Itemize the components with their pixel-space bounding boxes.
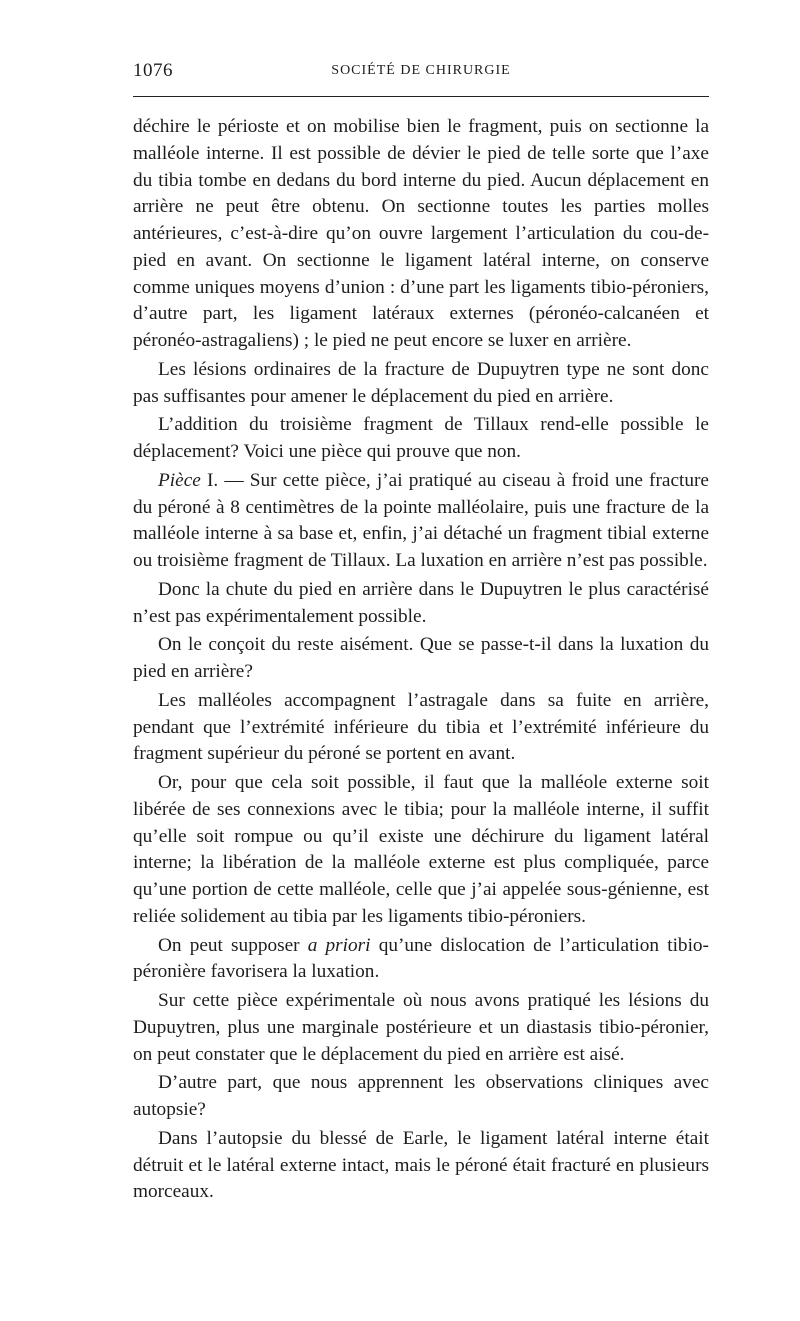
paragraph-text: Donc la chute du pied en arrière dans le Dupuytren le plus caractérisé n’est pas expérimentalement possible. xyxy=(133,578,709,627)
paragraph xyxy=(133,468,709,575)
body-text xyxy=(133,114,709,1206)
paragraph-text: D’autre part, que nous apprennent les observations cliniques avec autopsie? xyxy=(133,1072,709,1120)
paragraph xyxy=(133,1126,709,1206)
header-rule xyxy=(133,96,709,97)
paragraph xyxy=(133,933,709,987)
paragraph xyxy=(133,577,709,631)
paragraph xyxy=(133,688,709,768)
paragraph-text: On le conçoit du reste aisément. Que se passe-t-il dans la luxation du pied en arrière? xyxy=(133,634,709,682)
paragraph xyxy=(133,988,709,1068)
paragraph-text: Sur cette pièce expérimentale où nous avons pratiqué les lésions du Dupuytren, plus une marginale postérieure et un diastasis tibio-péronier, on peut constater que le déplacement du pied en arrière est aisé. xyxy=(133,990,709,1065)
paragraph xyxy=(133,770,709,931)
paragraph-text: L’addition du troisième fragment de Tillaux rend-elle possible le déplacement? Voici une pièce qui prouve que non. xyxy=(133,414,709,462)
paragraph-text: qu’une dislocation de l’articulation tibio-péronière favorisera la luxation. xyxy=(133,934,709,983)
running-head: SOCIÉTÉ DE CHIRURGIE xyxy=(331,63,511,78)
paragraph-text: Dans l’autopsie du blessé de Earle, le ligament latéral interne était détruit et le latéral externe intact, mais le péroné était fracturé en plusieurs morceaux. xyxy=(133,1127,709,1203)
paragraph-text-before: On peut supposer xyxy=(158,934,308,956)
paragraph-text: Les lésions ordinaires de la fracture de Dupuytren type ne sont donc pas suffisantes pour amener le déplacement du pied en arrière. xyxy=(133,358,709,407)
paragraph xyxy=(133,357,709,411)
paragraph xyxy=(133,632,709,686)
paragraph xyxy=(133,114,709,355)
paragraph-text: Les malléoles accompagnent l’astragale dans sa fuite en arrière, pendant que l’extrémité inférieure du tibia et l’extrémité inférieure du fragment supérieur du péroné se portent en avant. xyxy=(133,689,709,765)
paragraph-text: Or, pour que cela soit possible, il faut que la malléole externe soit libérée de ses connexions avec le tibia; pour la malléole interne, il suffit qu’elle soit rompue ou qu’il existe une déchirure du ligament latéral interne; la libération de la malléole externe est plus compliquée, parce qu’une portion de cette malléole, celle que j’ai appelée sous-génienne, est reliée solidement au tibia par les ligaments tibio-péroniers. xyxy=(133,772,709,927)
paragraph xyxy=(133,412,709,466)
italic-phrase: a priori xyxy=(307,934,371,956)
paragraph-text: déchire le périoste et on mobilise bien le fragment, puis on sectionne la malléole interne. Il est possible de dévier le pied de telle sorte que l’axe du tibia tombe en dedans du bord interne du pied. Aucun déplacement en arrière ne peut être obtenu. On sectionne toutes les parties molles antérieures, c’est-à-dire qu’on ouvre largement l’articulation du cou-de-pied en avant. On sectionne le ligament latéral interne, on conserve comme uniques moyens d’union : d’une part les ligaments tibio-péroniers, d’autre part, les ligament latéraux externes (péronéo-calcanéen et péronéo-astragaliens) ; le pied ne peut encore se luxer en arrière. xyxy=(133,116,709,351)
paragraph xyxy=(133,1070,709,1124)
page-number: 1076 xyxy=(133,60,173,81)
paragraph-text: I. — Sur cette pièce, j’ai pratiqué au ciseau à froid une fracture du péroné à 8 centimètres de la pointe malléolaire, puis une fracture de la malléole interne à sa base et, enfin, j’ai détaché un fragment tibial externe ou troisième fragment de Tillaux. La luxation en arrière n’est pas possible. xyxy=(133,469,709,571)
italic-lead: Pièce xyxy=(158,469,201,491)
page-header xyxy=(133,58,709,86)
